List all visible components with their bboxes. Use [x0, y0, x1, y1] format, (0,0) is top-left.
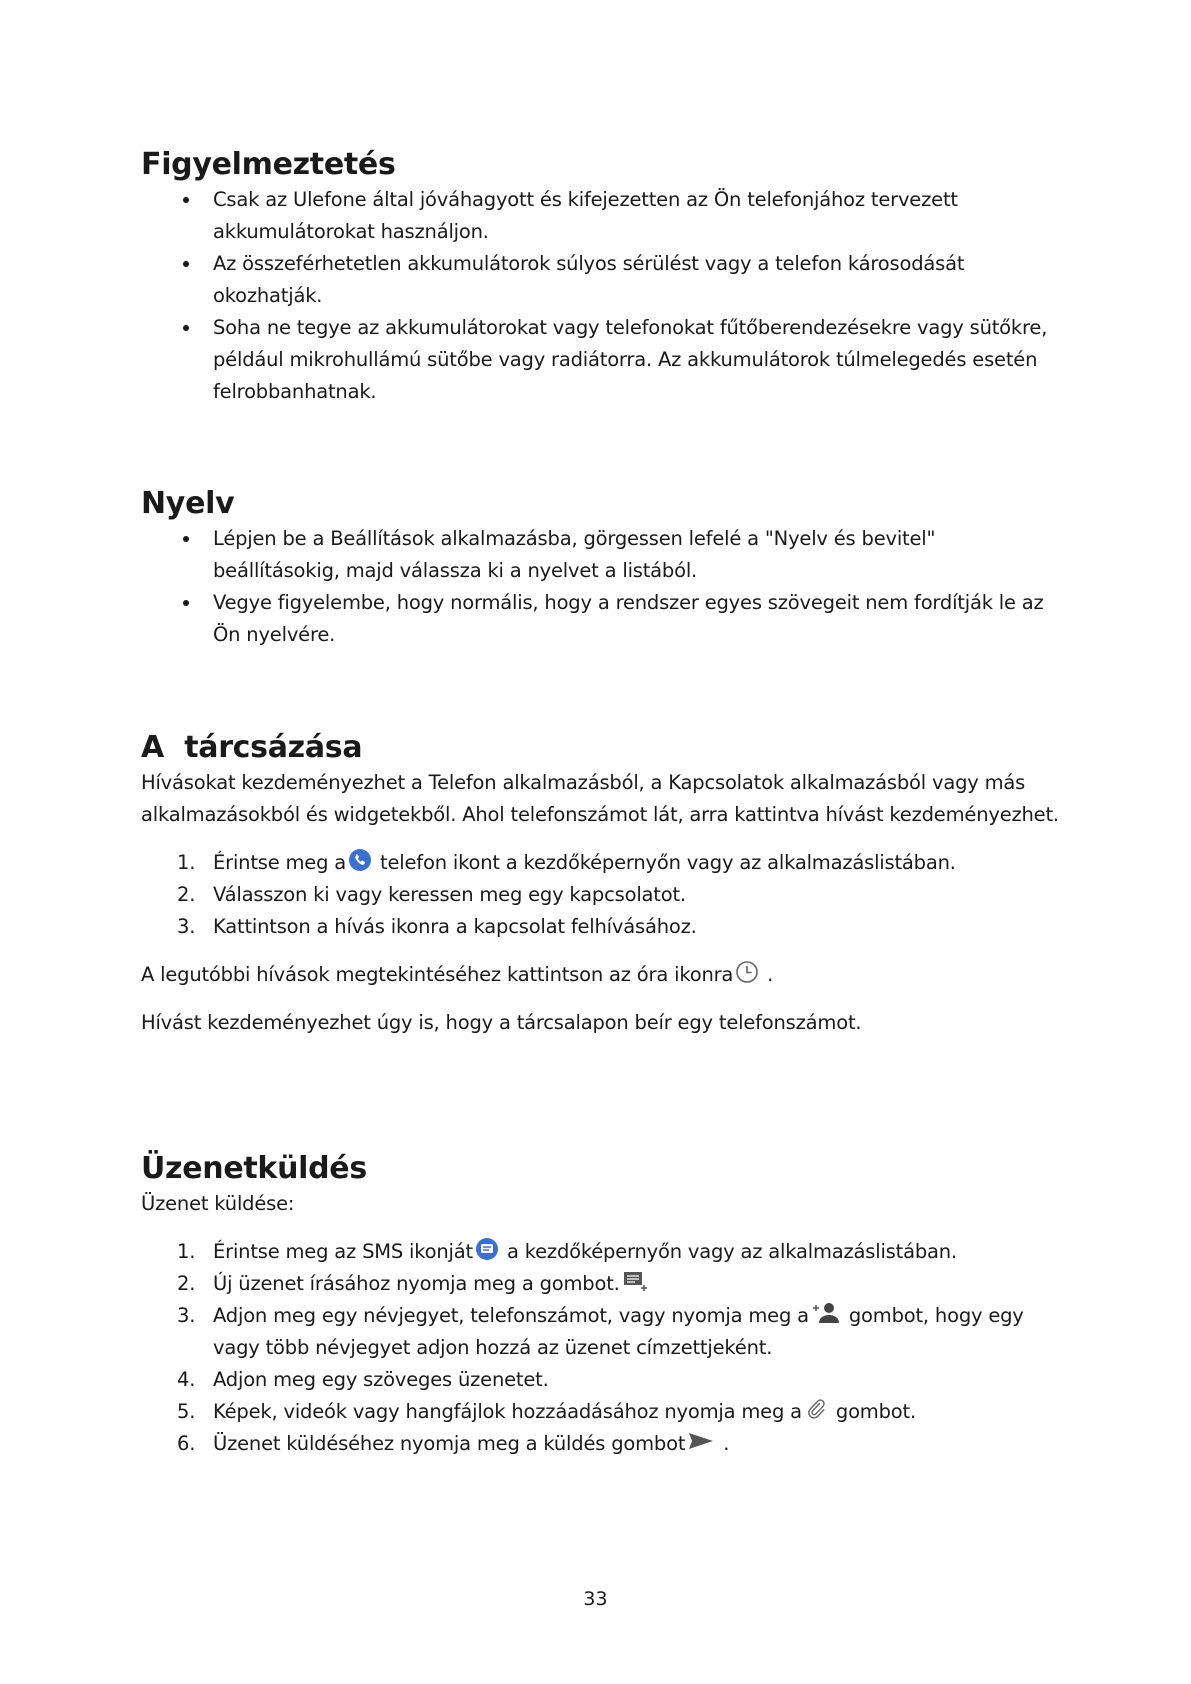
recent-calls-note	[141, 959, 1061, 991]
list-item	[141, 847, 1061, 879]
list-item	[141, 1300, 1061, 1364]
dialing-heading: A tárcsázása	[141, 730, 363, 765]
warning-section	[141, 146, 1061, 408]
step-number: 3.	[177, 1304, 196, 1327]
page-number: 33	[583, 1588, 608, 1610]
list-item	[141, 1428, 1061, 1460]
list-item: Soha ne tegye az akkumulátorokat vagy telefonokat fűtőberendezésekre vagy sütőkre, például mikrohullámú sütőbe vagy radiátorra. Az akkumulátorok túlmelegedés esetén felrobbanhatnak.	[141, 312, 1061, 408]
step-number: 4.	[177, 1368, 196, 1391]
dialing-section	[141, 729, 1061, 1039]
step-text: Képek, videók vagy hangfájlok hozzáadásához nyomja meg a	[213, 1400, 802, 1423]
language-section	[141, 485, 1061, 651]
messaging-steps	[141, 1236, 1061, 1460]
step-text: Új üzenet írásához nyomja meg a gombot.	[213, 1272, 620, 1295]
step-number: 1.	[177, 1240, 196, 1263]
step-text: Válasszon ki vagy keressen meg egy kapcsolatot.	[213, 883, 686, 906]
step-number: 6.	[177, 1432, 196, 1455]
language-heading: Nyelv	[141, 486, 235, 521]
list-item	[141, 879, 1061, 911]
sms-icon	[475, 1237, 499, 1261]
list-item	[141, 1236, 1061, 1268]
list-item	[141, 911, 1061, 943]
list-item	[141, 1268, 1061, 1300]
warning-list	[141, 184, 1061, 408]
step-text: Érintse meg a	[213, 851, 347, 874]
clock-icon	[735, 960, 759, 984]
attach-icon	[804, 1397, 828, 1421]
dialpad-note: Hívást kezdeményezhet úgy is, hogy a tárcsalapon beír egy telefonszámot.	[141, 1011, 862, 1034]
phone-icon	[348, 848, 372, 872]
step-text: a kezdőképernyőn vagy az alkalmazáslistában.	[500, 1240, 957, 1263]
step-text: Adjon meg egy névjegyet, telefonszámot, vagy nyomja meg a	[213, 1304, 809, 1327]
step-number: 3.	[177, 915, 196, 938]
language-list	[141, 523, 1061, 651]
step-text: gombot.	[829, 1400, 916, 1423]
messaging-section	[141, 1150, 1061, 1460]
new-message-icon	[622, 1269, 646, 1293]
step-text: Kattintson a hívás ikonra a kapcsolat felhívásához.	[213, 915, 697, 938]
step-text: Érintse meg az SMS ikonját	[213, 1240, 473, 1263]
add-contact-icon	[811, 1301, 841, 1325]
send-icon	[687, 1429, 715, 1453]
step-text: telefon ikont a kezdőképernyőn vagy az alkalmazáslistában.	[374, 851, 956, 874]
warning-heading: Figyelmeztetés	[141, 147, 396, 182]
messaging-intro: Üzenet küldése:	[141, 1192, 295, 1215]
step-text: gombot, hogy egy vagy több névjegyet adjon hozzá az üzenet címzettjeként.	[213, 1304, 1024, 1359]
list-item	[141, 1396, 1061, 1428]
dialing-intro: Hívásokat kezdeményezhet a Telefon alkalmazásból, a Kapcsolatok alkalmazásból vagy más alkalmazásokból és widgetekből. Ahol telefonszámot lát, arra kattintva hívást kezdeményezhet.	[141, 771, 1059, 826]
list-item: Csak az Ulefone által jóváhagyott és kifejezetten az Ön telefonjához tervezett akkumulátorokat használjon.	[141, 184, 1061, 248]
list-item: Lépjen be a Beállítások alkalmazásba, görgessen lefelé a "Nyelv és bevitel" beállításokig, majd válassza ki a nyelvet a listából.	[141, 523, 1061, 587]
messaging-heading: Üzenetküldés	[141, 1151, 367, 1186]
step-text: Adjon meg egy szöveges üzenetet.	[213, 1368, 549, 1391]
list-item	[141, 1364, 1061, 1396]
step-number: 2.	[177, 883, 196, 906]
recent-calls-suffix: .	[761, 963, 774, 986]
dialing-steps	[141, 847, 1061, 943]
step-text: .	[717, 1432, 730, 1455]
step-number: 2.	[177, 1272, 196, 1295]
recent-calls-text: A legutóbbi hívások megtekintéséhez kattintson az óra ikonra	[141, 963, 734, 986]
list-item: Az összeférhetetlen akkumulátorok súlyos sérülést vagy a telefon károsodását okozhatják.	[141, 248, 1061, 312]
list-item: Vegye figyelembe, hogy normális, hogy a rendszer egyes szövegeit nem fordítják le az Ön nyelvére.	[141, 587, 1061, 651]
step-text: Üzenet küldéséhez nyomja meg a küldés gombot	[213, 1432, 686, 1455]
step-number: 1.	[177, 851, 196, 874]
step-number: 5.	[177, 1400, 196, 1423]
